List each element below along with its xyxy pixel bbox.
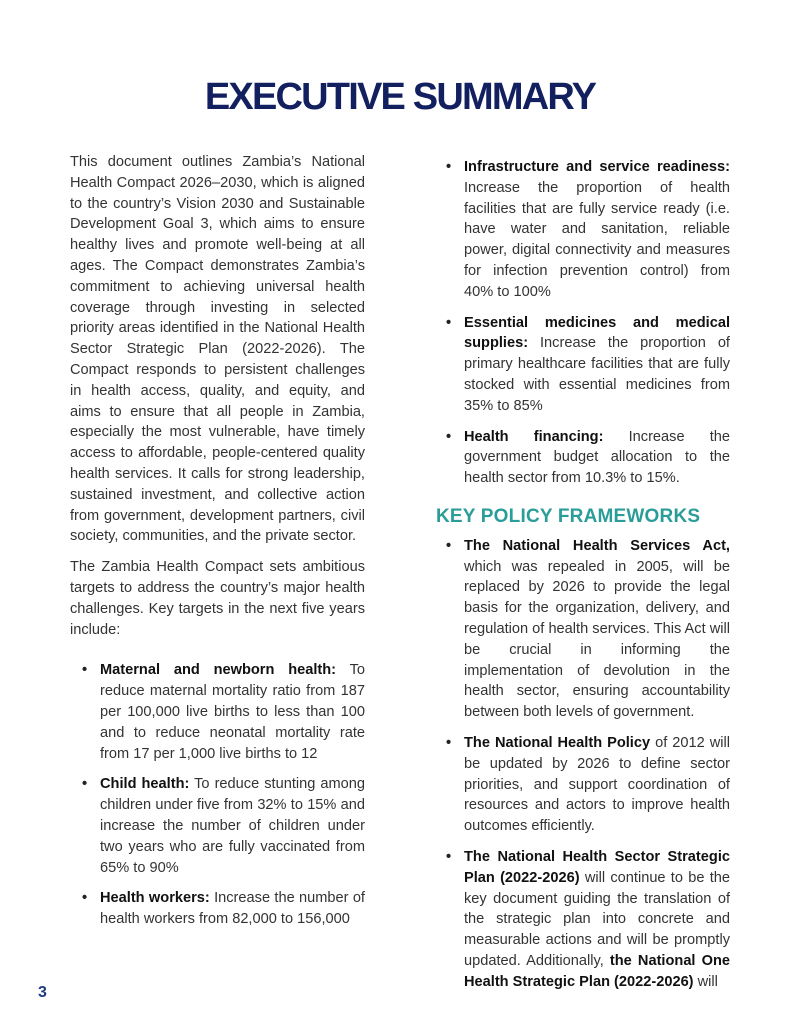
targets-intro-paragraph: The Zambia Health Compact sets ambitious targets to address the country’s major health challenges. Key targets in the next five years include: — [70, 559, 365, 638]
section-heading: KEY POLICY FRAMEWORKS — [436, 505, 701, 527]
list-item — [464, 847, 730, 993]
item-label: The National Health Sector Strategic Plan (2022-2026) — [464, 848, 730, 886]
item-text: To reduce maternal mortality ratio from 187 per 100,000 live births to less than 100 and to reduce neonatal mortality rate from 17 per 1,000 live births to 12 — [100, 662, 365, 762]
item-label: The National Health Services Act, — [464, 537, 730, 554]
list-item — [464, 427, 730, 489]
item-text: which was repealed in 2005, will be replaced by 2026 to provide the legal basis for the organization, delivery, and regulation of health services. This Act will be crucial in informing the implementation of devolution in the health sector, ensuring accountability between both levels of government. — [464, 558, 730, 721]
item-label: The National Health Policy — [464, 734, 651, 751]
list-item — [464, 313, 730, 417]
item-text-secondary: will — [693, 973, 718, 990]
left-column — [70, 152, 365, 940]
item-label: Essential medicines and medical supplies: — [464, 314, 730, 352]
page-number: 3 — [38, 984, 47, 1001]
item-text: Increase the government budget allocation to the health sector from 10.3% to 15%. — [464, 428, 731, 487]
list-item — [100, 888, 365, 930]
intro-paragraph: This document outlines Zambia’s National Health Compact 2026–2030, which is aligned to the country’s Vision 2030 and Sustainable Development Goal 3, which aims to ensure healthy lives and promote well-being at all ages. The Compact demonstrates Zambia’s commitment to achieving universal health coverage through investing in selected priority areas identified in the National Health Sector Strategic Plan (2022-2026). The Compact responds to persistent challenges in health access, quality, and equity, and aims to ensure that all people in Zambia, especially the most vulnerable, have timely access to affordable, people-centered quality health services. It calls for strong leadership, sustained investment, and collective action from government, development partners, civil society, communities, and the private sector. — [70, 154, 365, 545]
item-label: Health workers: — [100, 890, 210, 907]
page-title: EXECUTIVE SUMMARY — [204, 76, 596, 118]
item-text: To reduce stunting among children under five from 32% to 15% and increase the number of children under two years who are fully vaccinated from 65% to 90% — [100, 776, 365, 876]
item-label: Health financing: — [464, 428, 604, 445]
list-item — [464, 536, 730, 723]
item-label-secondary: the National One Health Strategic Plan (2022-2026) — [464, 952, 731, 990]
list-item — [464, 733, 730, 837]
right-column — [436, 157, 730, 1002]
item-text: Increase the proportion of health facilities that are fully service ready (i.e. have water and sanitation, reliable power, digital connectivity and measures for infection prevention control) from 40% to 100% — [464, 179, 730, 300]
item-text: of 2012 will be updated by 2026 to define sector priorities, and support coordination of resources and actors to improve health outcomes efficiently. — [464, 734, 730, 835]
list-item — [100, 774, 365, 878]
item-text: Increase the proportion of primary healthcare facilities that are fully stocked with essential medicines from 35% to 85% — [464, 335, 730, 414]
targets-list — [70, 660, 365, 930]
item-text: will continue to be the key document guiding the translation of the strategic plan into concrete and measurable actions and will be promptly updated. Additionally, — [464, 869, 731, 969]
frameworks-list — [436, 536, 730, 993]
list-item — [464, 157, 730, 303]
targets-list-continued — [436, 157, 730, 489]
list-item — [100, 660, 365, 764]
item-label: Infrastructure and service readiness: — [464, 159, 730, 175]
item-text: Increase the number of health workers from 82,000 to 156,000 — [100, 890, 365, 928]
item-label: Maternal and newborn health: — [100, 662, 337, 679]
item-label: Child health: — [100, 776, 190, 793]
